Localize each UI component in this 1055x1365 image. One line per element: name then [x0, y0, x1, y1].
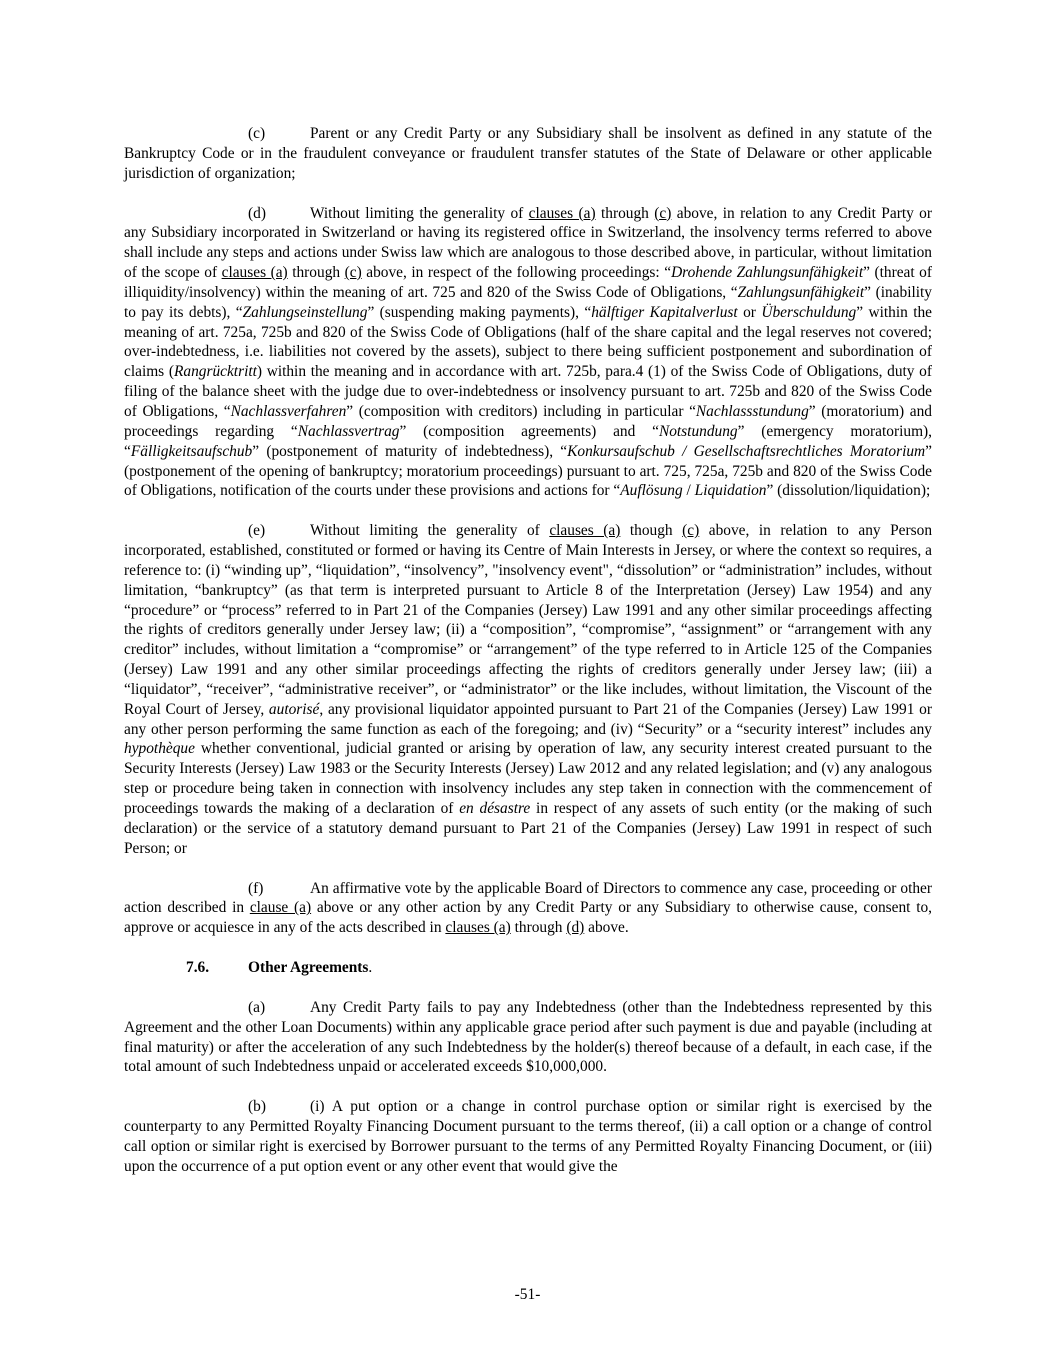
clause-reference: clauses (a)	[528, 204, 596, 222]
clause-reference: clause (a)	[249, 899, 312, 917]
text-run: ” within the meaning of art. 725a, 725b and 820 of the Swiss Code of Obligations (half of the share capital and the legal reserves not covered; over-indebtedness, i.e. liabilities not covered by the assets), subject to there being sufficient postponement and subordination of claims (	[124, 303, 932, 381]
clause-reference: (c)	[654, 204, 672, 222]
text-run: Without limiting the generality of	[310, 204, 529, 222]
paragraph-label: (b)	[248, 1098, 266, 1116]
paragraph-label: (c)	[248, 125, 266, 142]
paragraph-label: (d)	[248, 204, 266, 222]
paragraph-label: (e)	[248, 522, 266, 540]
text-run: ” (moratorium) and proceedings regarding “	[124, 402, 933, 440]
text-run: ” (postponement of the opening of bankruptcy; moratorium proceedings) pursuant to art. 725, 725a, 725b and 820 of the Swiss Code of Obligations, notification of the courts under these provisions and actions for “	[124, 442, 933, 500]
text-run: whether conventional, judicial granted or arising by operation of law, any security interest created pursuant to the Security Interests (Jersey) Law 1983 or the Security Interests (Jersey) Law 2012 and any related legislation; and (v) any analogous step or procedure being taken in connection with insolvency includes any step taken in connection with the commencement of proceedings towards the making of a declaration of	[124, 740, 932, 817]
paragraph-e	[124, 521, 932, 858]
foreign-term: Überschuldung	[761, 303, 857, 321]
text-run: above or any other action by any Credit Party or any Subsidiary to otherwise cause, consent to, approve or acquiesce in any of the acts described in	[124, 899, 933, 937]
foreign-term: Nachlassstundung	[695, 402, 809, 420]
text-run: above.	[584, 919, 629, 937]
foreign-term: Auflösung	[620, 482, 683, 500]
foreign-term: Fälligkeitsaufschub	[130, 442, 253, 460]
text-run: ” (suspending making payments), “	[367, 303, 592, 321]
text-run: ” (inability to pay its debts), “	[124, 283, 932, 321]
text-run: /	[682, 482, 695, 500]
text-run: ” (composition agreements) and “	[399, 422, 659, 440]
foreign-term: autorisé	[268, 700, 320, 718]
document-page	[124, 124, 932, 1177]
clause-reference: clauses (a)	[549, 522, 621, 540]
paragraph-d	[124, 204, 932, 502]
foreign-term: hypothèque	[124, 740, 195, 758]
paragraph-text: Any Credit Party fails to pay any Indebtedness (other than the Indebtedness represented by this Agreement and the other Loan Documents) within any applicable grace period after such payment is due and payable (including at final maturity) or after the acceleration of any such Indebtedness by the holder(s) thereof because of a default, in each case, if the total amount of such Indebtedness unpaid or accelerated exceeds $10,000,000.	[124, 998, 932, 1076]
foreign-term: Nachlassverfahren	[230, 402, 347, 420]
paragraph-f	[124, 879, 932, 939]
page-number: -51-	[514, 1286, 541, 1303]
foreign-term: Drohende Zahlungsunfähigkeit	[671, 264, 864, 282]
foreign-term: Konkursaufschub / Gesellschaftsrechtliches Moratorium	[567, 442, 926, 460]
text-run: above, in relation to any Credit Party or any Subsidiary incorporated in Switzerland or having its registered office in Switzerland, the insolvency terms referred to above shall include any steps and actions under Swiss law which are analogous to those described above, in particular, without limitation of the scope of	[124, 204, 932, 282]
section-number: 7.6.	[186, 959, 210, 977]
text-run: ” (postponement of maturity of indebtedness), “	[252, 442, 568, 460]
clause-reference: clauses (a)	[221, 264, 288, 282]
clause-reference: (c)	[682, 522, 700, 540]
text-run: or	[737, 303, 762, 321]
foreign-term: en désastre	[459, 800, 531, 817]
paragraph-c	[124, 124, 932, 184]
clause-reference: (c)	[344, 264, 362, 282]
text-run: through	[510, 919, 567, 937]
clause-reference: (d)	[566, 919, 585, 937]
foreign-term: Rangrücktritt	[173, 363, 257, 381]
text-run: above, in relation to any Person incorporated, established, constituted or formed or having its Centre of Main Interests in Jersey, or where the context so requires, a reference to: (i) “winding up”, “liquidation”, “insolvency”, "insolvency event", “dissolution” or “administration” includes, without limitation, “bankruptcy” (as that term is interpreted pursuant to Article 8 of the Interpretation (Jersey) Law 1954) and any “procedure” or “process” referred to in Part 21 of the Companies (Jersey) Law 1991 and any other similar proceedings affecting the rights of creditors generally under Jersey law; (ii) a “composition”, “compromise”, “assignment” or “arrangement with any creditor” includes, without limitation a “compromise” or “arrangement” of the type referred to in Article 125 of the Companies (Jersey) Law 1991 and any other similar proceedings affecting the rights of creditors generally under Jersey law; (iii) a “liquidator”, “receiver”, “administrative receiver”, or “administrator” or the like includes, without limitation, the Viscount of the Royal Court of Jersey,	[124, 522, 933, 718]
section-title-period: .	[368, 959, 373, 977]
text-run: in respect of any assets of such entity (or the making of such declaration) or the service of a statutory demand pursuant to Part 21 of the Companies (Jersey) Law 1991 in respect of such Person; or	[124, 800, 933, 857]
clause-reference: clauses (a)	[445, 919, 511, 937]
text-run: ” (composition with creditors) including in particular “	[346, 402, 696, 420]
foreign-term: Liquidation	[694, 482, 767, 500]
paragraph-7-6-a	[124, 998, 932, 1077]
text-run: ” (dissolution/liquidation);	[766, 482, 931, 500]
text-run: above, in respect of the following proceedings: “	[361, 264, 672, 282]
section-title: Other Agreements	[248, 959, 369, 977]
foreign-term: hälftiger Kapitalverlust	[591, 303, 738, 321]
paragraph-7-6-b	[124, 1097, 932, 1176]
text-run: through	[595, 204, 655, 222]
foreign-term: Nachlassvertrag	[297, 422, 400, 440]
text-run: though	[620, 522, 683, 540]
section-heading	[124, 958, 932, 978]
foreign-term: Zahlungsunfähigkeit	[737, 283, 865, 301]
text-run: , any provisional liquidator appointed pursuant to Part 21 of the Companies (Jersey) Law 1991 or any other person performing the same function as each of the foregoing; and (iv) “Security” or a “security interest” includes any	[124, 700, 933, 738]
paragraph-label: (f)	[248, 879, 264, 897]
paragraph-text: (i) A put option or a change in control purchase option or similar right is exercised by the counterparty to any Permitted Royalty Financing Document pursuant to the terms thereof, (ii) a call option or a change of control call option or similar right is exercised by Borrower pursuant to the terms of any Permitted Royalty Financing Document, or (iii) upon the occurrence of a put option event or any other event that would give the	[124, 1098, 932, 1175]
text-run: ) within the meaning and in accordance with art. 725b, para.4 (1) of the Swiss Code of Obligations, duty of filing of the balance sheet with the judge due to over-indebtedness or insolvency pursuant to art. 725b and 820 of the Swiss Code of Obligations, “	[124, 363, 932, 420]
foreign-term: Notstundung	[658, 422, 738, 440]
text-run: through	[287, 264, 345, 282]
text-run: ” (emergency moratorium), “	[124, 422, 933, 460]
text-run: An affirmative vote by the applicable Board of Directors to commence any case, proceeding or other action described in	[124, 879, 932, 917]
text-run: Without limiting the generality of	[310, 522, 550, 540]
foreign-term: Zahlungseinstellung	[242, 303, 368, 321]
paragraph-text: Parent or any Credit Party or any Subsidiary shall be insolvent as defined in any statute of the Bankruptcy Code or in the fraudulent conveyance or fraudulent transfer statutes of the State of Delaware or other applicable jurisdiction of organization;	[124, 125, 932, 182]
paragraph-label: (a)	[248, 998, 266, 1016]
text-run: ” (threat of illiquidity/insolvency) within the meaning of art. 725 and 820 of the Swiss Code of Obligations, “	[124, 264, 932, 301]
